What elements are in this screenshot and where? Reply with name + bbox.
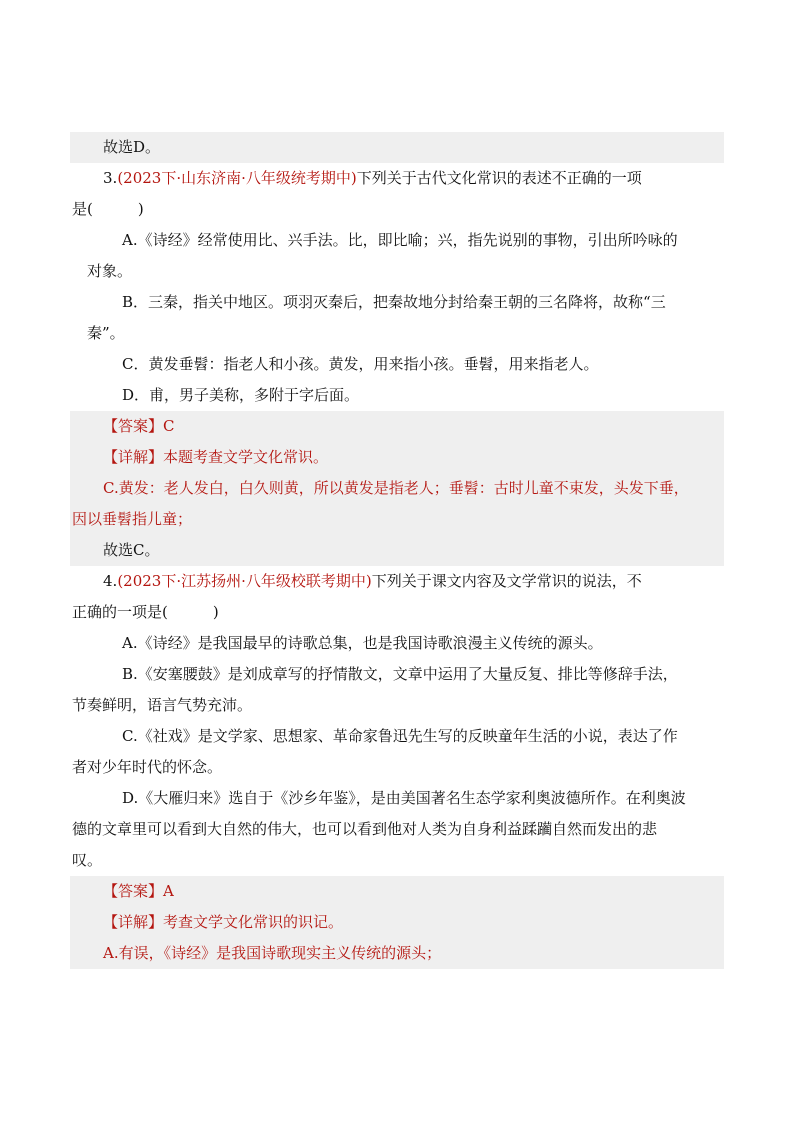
q4-option-d-cont-2: 叹。	[72, 851, 103, 869]
q3-answer-label: 【答案】	[103, 417, 164, 435]
q3-option-a-cont: 对象。	[87, 262, 133, 280]
q4-option-b-cont: 节奏鲜明，语言气势充沛。	[72, 696, 253, 714]
q3-detail: 本题考查文学文化常识。	[163, 448, 329, 466]
q3-number: 3.	[103, 169, 118, 187]
q3-answer: C	[163, 417, 175, 435]
q3-answer-row	[70, 411, 724, 442]
q4-detail-row	[70, 907, 724, 938]
q4-option-b: B.《安塞腰鼓》是刘成章写的抒情散文，文章中运用了大量反复、排比等修辞手法，	[122, 665, 678, 683]
q3-stem-line-2: 是( )	[72, 200, 144, 218]
q4-option-d: D.《大雁归来》选自于《沙乡年鉴》，是由美国著名生态学家利奥波德所作。在利奥波	[122, 789, 686, 807]
q4-option-c: C.《社戏》是文学家、思想家、革命家鲁迅先生写的反映童年生活的小说，表达了作	[122, 727, 678, 745]
q4-explanation: A.有误，《诗经》是我国诗歌现实主义传统的源头；	[70, 938, 724, 969]
q3-conclusion: 故选C。	[70, 535, 724, 566]
q4-stem-line-2: 正确的一项是( )	[72, 603, 219, 621]
q4-answer-label: 【答案】	[103, 882, 164, 900]
q4-option-d-cont: 德的文章里可以看到大自然的伟大，也可以看到他对人类为自身利益蹂躏自然而发出的悲	[72, 820, 658, 838]
q4-option-a: A.《诗经》是我国最早的诗歌总集，也是我国诗歌浪漫主义传统的源头。	[122, 634, 603, 652]
q4-answer: A	[163, 882, 174, 900]
q3-option-c: C．黄发垂髫：指老人和小孩。黄发，用来指小孩。垂髫，用来指老人。	[122, 355, 599, 373]
q3-explanation: C.黄发：老人发白，白久则黄，所以黄发是指老人；垂髫：古时儿童不束发，头发下垂，	[70, 473, 724, 504]
q3-stem-line-1	[70, 163, 724, 194]
q4-answer-row	[70, 876, 724, 907]
q4-stem: 下列关于课文内容及文学常识的说法，不	[371, 572, 642, 590]
question-content	[70, 132, 724, 969]
q3-explanation-cont: 因以垂髫指儿童；	[70, 504, 724, 535]
q4-detail-label: 【详解】	[103, 913, 164, 931]
q2-conclusion: 故选D。	[70, 132, 724, 163]
q3-option-d: D．甫，男子美称，多附于字后面。	[122, 386, 360, 404]
q3-source: (2023下·山东济南·八年级统考期中)	[117, 169, 357, 187]
q3-stem: 下列关于古代文化常识的表述不正确的一项	[356, 169, 642, 187]
q4-number: 4.	[103, 572, 118, 590]
q4-detail: 考查文学文化常识的识记。	[163, 913, 344, 931]
q4-option-c-cont: 者对少年时代的怀念。	[72, 758, 223, 776]
q4-stem-line-1	[70, 566, 724, 597]
q4-source: (2023下·江苏扬州·八年级校联考期中)	[117, 572, 372, 590]
q3-detail-row	[70, 442, 724, 473]
q3-detail-label: 【详解】	[103, 448, 164, 466]
q3-option-b: B．三秦，指关中地区。项羽灭秦后，把秦故地分封给秦王朝的三名降将，故称“三	[122, 293, 666, 311]
q3-option-a: A.《诗经》经常使用比、兴手法。比，即比喻；兴，指先说别的事物，引出所吟咏的	[122, 231, 678, 249]
q3-option-b-cont: 秦”。	[87, 324, 125, 342]
